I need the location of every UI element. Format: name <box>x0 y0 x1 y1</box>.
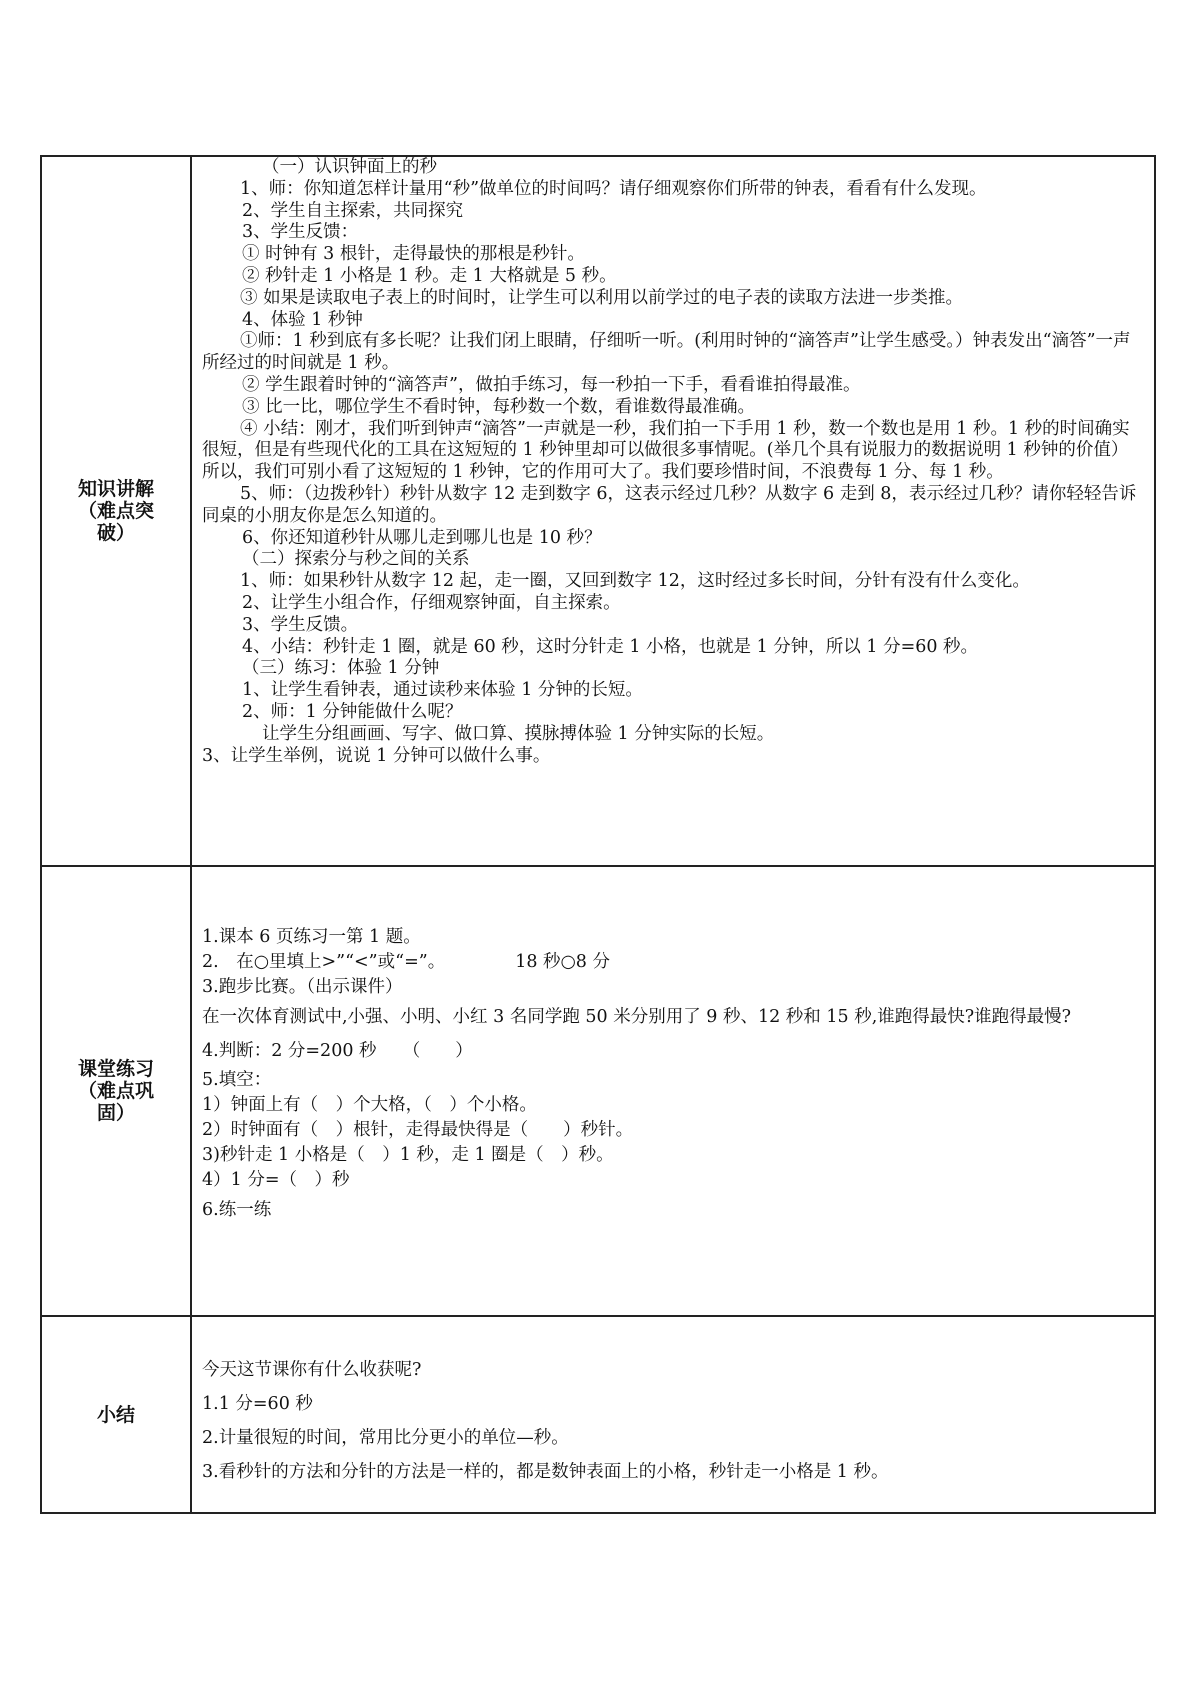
exercise-item <box>202 950 1142 975</box>
summary-label <box>41 1316 191 1513</box>
paragraph: 4、体验 1 秒钟 <box>242 309 363 330</box>
paragraph: 3、让学生举例，说说 1 分钟可以做什么事。 <box>202 745 551 766</box>
paragraph: 6、你还知道秒针从哪儿走到哪儿也是 10 秒？ <box>242 527 602 548</box>
knowledge-row <box>41 156 1155 866</box>
paragraph: 3、学生反馈。 <box>242 614 359 635</box>
label-line: （难点巩 <box>77 1080 154 1102</box>
summary-content <box>191 1316 1155 1513</box>
section-heading: （三）练习：体验 1 分钟 <box>242 658 440 679</box>
paragraph: 2、学生自主探索，共同探究 <box>242 200 464 221</box>
practice-label <box>41 866 191 1316</box>
exercise-item: 5.填空： <box>202 1070 272 1090</box>
summary-item: 2.计量很短的时间，常用比分更小的单位—秒。 <box>202 1428 569 1448</box>
label-line: 小结 <box>96 1403 135 1426</box>
section-heading: （二）探索分与秒之间的关系 <box>242 549 470 570</box>
summary-item: 今天这节课你有什么收获呢? <box>202 1360 422 1380</box>
paragraph: ① 时钟有 3 根针，走得最快的那根是秒针。 <box>242 244 585 265</box>
exercise-prompt: 2. 在○里填上>”“<”或“=”。 <box>202 952 446 972</box>
practice-content <box>191 866 1155 1316</box>
exercise-item: 6.练一练 <box>202 1200 272 1220</box>
label-line: （难点突 <box>77 500 154 522</box>
paragraph: 让学生分组画画、写字、做口算、摸脉搏体验 1 分钟实际的长短。 <box>262 723 775 744</box>
paragraph: ② 学生跟着时钟的“滴答声”，做拍手练习，每一秒拍一下手，看看谁拍得最准。 <box>242 374 861 395</box>
paragraph: 5、师：（边拨秒针）秒针从数字 12 走到数字 6，这表示经过几秒？从数字 6 走到 8，表示经过几秒？请你轻轻告诉同桌的小朋友你是怎么知道的。 <box>202 483 1137 526</box>
paragraph: 2、让学生小组合作，仔细观察钟面，自主探索。 <box>242 592 621 613</box>
exercise-item: 4.判断：2 分=200 秒 （ ） <box>202 1041 473 1061</box>
exercise-compare: 18 秒○8 分 <box>515 952 611 972</box>
label-line: 破） <box>96 522 135 544</box>
paragraph: 4、小结：秒针走 1 圈，就是 60 秒，这时分针走 1 小格，也就是 1 分钟，所以 1 分=60 秒。 <box>242 636 979 657</box>
exercise-item: 1）钟面上有（ ）个大格，（ ）个小格。 <box>202 1095 537 1115</box>
exercise-item: 1.课本 6 页练习一第 1 题。 <box>202 927 421 947</box>
paragraph: 1、师：你知道怎样计量用“秒”做单位的时间吗？请仔细观察你们所带的钟表，看看有什么发现。 <box>240 178 987 199</box>
exercise-item: 3.跑步比赛。（出示课件） <box>202 977 403 997</box>
paragraph: ② 秒针走 1 小格是 1 秒。走 1 大格就是 5 秒。 <box>242 265 617 286</box>
label-line: 知识讲解 <box>77 478 154 500</box>
exercise-item: 4）1 分=（ ）秒 <box>202 1170 350 1190</box>
paragraph: 3、学生反馈： <box>242 222 359 243</box>
lesson-plan-table <box>40 155 1156 1514</box>
summary-item: 1.1 分=60 秒 <box>202 1394 313 1414</box>
practice-row <box>41 866 1155 1316</box>
paragraph: 1、师：如果秒针从数字 12 起，走一圈，又回到数字 12，这时经过多长时间，分针有没有什么变化。 <box>240 571 1030 592</box>
label-line: 课堂练习 <box>77 1058 154 1080</box>
label-line: 固） <box>96 1102 135 1124</box>
paragraph: ④ 小结：刚才，我们听到钟声“滴答”一声就是一秒，我们拍一下手用 1 秒，数一个数也是用 1 秒。1 秒的时间确实很短，但是有些现代化的工具在这短短的 1 秒钟里却可以做很多事情呢。(举几个具有说服力的数据说明 1 秒钟的价值）所以，我们可别小看了这短短的 1 秒钟，它的作用可大了。我们要珍惜时间，不浪费每 1 分、每 1 秒。 <box>202 418 1130 483</box>
paragraph: ③ 比一比，哪位学生不看时钟，每秒数一个数，看谁数得最准确。 <box>242 396 756 417</box>
paragraph: ③ 如果是读取电子表上的时间时，让学生可以利用以前学过的电子表的读取方法进一步类推。 <box>240 287 964 308</box>
knowledge-label <box>41 156 191 866</box>
exercise-item: 3)秒针走 1 小格是（ ）1 秒，走 1 圈是（ ）秒。 <box>202 1145 614 1165</box>
paragraph: ①师：1 秒到底有多长呢？让我们闭上眼睛，仔细听一听。(利用时钟的“滴答声”让学生感受。）钟表发出“滴答”一声所经过的时间就是 1 秒。 <box>202 331 1131 374</box>
section-heading: （一）认识钟面上的秒 <box>262 157 437 177</box>
paragraph: 1、让学生看钟表，通过读秒来体验 1 分钟的长短。 <box>242 680 643 701</box>
exercise-item: 在一次体育测试中,小强、小明、小红 3 名同学跑 50 米分别用了 9 秒、12 秒和 15 秒,谁跑得最快?谁跑得最慢? <box>202 1007 1072 1027</box>
summary-item: 3.看秒针的方法和分针的方法是一样的，都是数钟表面上的小格，秒针走一小格是 1 秒。 <box>202 1462 889 1482</box>
exercise-item: 2）时钟面有（ ）根针，走得最快得是（ ）秒针。 <box>202 1120 634 1140</box>
paragraph: 2、师：1 分钟能做什么呢？ <box>242 701 463 722</box>
knowledge-content <box>191 156 1155 866</box>
summary-row <box>41 1316 1155 1513</box>
